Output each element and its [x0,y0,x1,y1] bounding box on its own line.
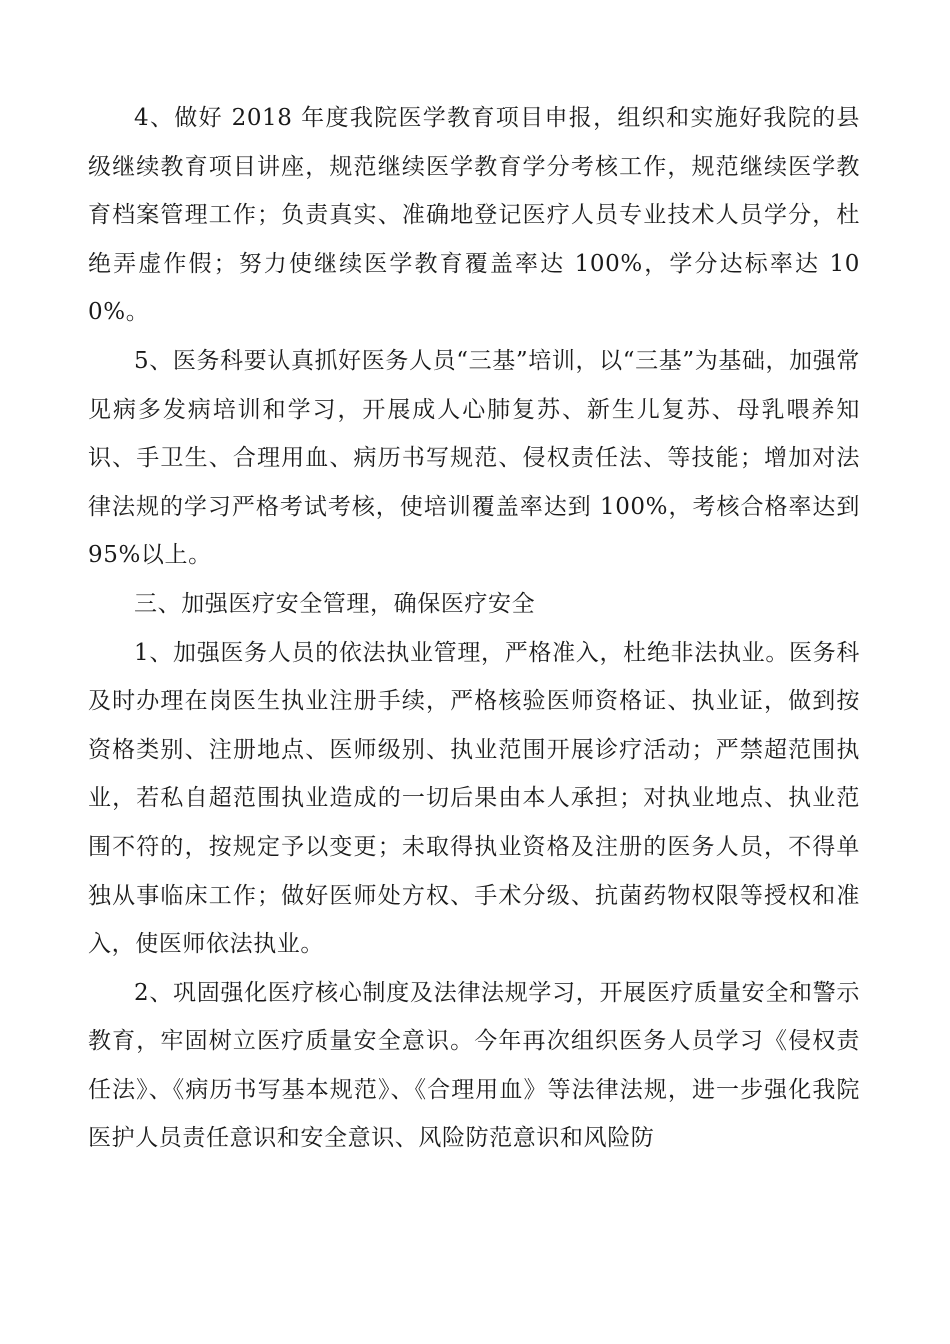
paragraph-item-4-education-projects: 4、做好 2018 年度我院医学教育项目申报，组织和实施好我院的县级继续教育项目讲座，规范继续医学教育学分考核工作，规范继续医学教育档案管理工作；负责真实、准确地登记医疗人员专业技术人员学分，杜绝弄虚作假；努力使继续医学教育覆盖率达 100%，学分达标率达 100%。 [88,105,860,326]
paragraph-item-2-core-systems-study: 2、巩固强化医疗核心制度及法律法规学习，开展医疗质量安全和警示教育，牢固树立医疗质量安全意识。今年再次组织医务人员学习《侵权责任法》、《病历书写基本规范》、《合理用血》等法律法规，进一步强化我院医护人员责任意识和安全意识、风险防范意识和风险防 [88,979,860,1152]
paragraph-item-1-legal-practice: 1、加强医务人员的依法执业管理，严格准入，杜绝非法执业。医务科及时办理在岗医生执业注册手续，严格核验医师资格证、执业证，做到按资格类别、注册地点、医师级别、执业范围开展诊疗活动；严禁超范围执业，若私自超范围执业造成的一切后果由本人承担；对执业地点、执业范围不符的，按规定予以变更；未取得执业资格及注册的医务人员，不得单独从事临床工作；做好医师处方权、手术分级、抗菌药物权限等授权和准入，使医师依法执业。 [88,639,860,958]
document-body [88,94,860,1163]
paragraph-item-5-three-basics-training: 5、医务科要认真抓好医务人员“三基”培训，以“三基”为基础，加强常见病多发病培训和学习，开展成人心肺复苏、新生儿复苏、母乳喂养知识、手卫生、合理用血、病历书写规范、侵权责任法、等技能；增加对法律法规的学习严格考试考核，使培训覆盖率达到 100%，考核合格率达到 95%以上。 [88,347,860,569]
section-heading-medical-safety: 三、加强医疗安全管理，确保医疗安全 [134,590,536,617]
